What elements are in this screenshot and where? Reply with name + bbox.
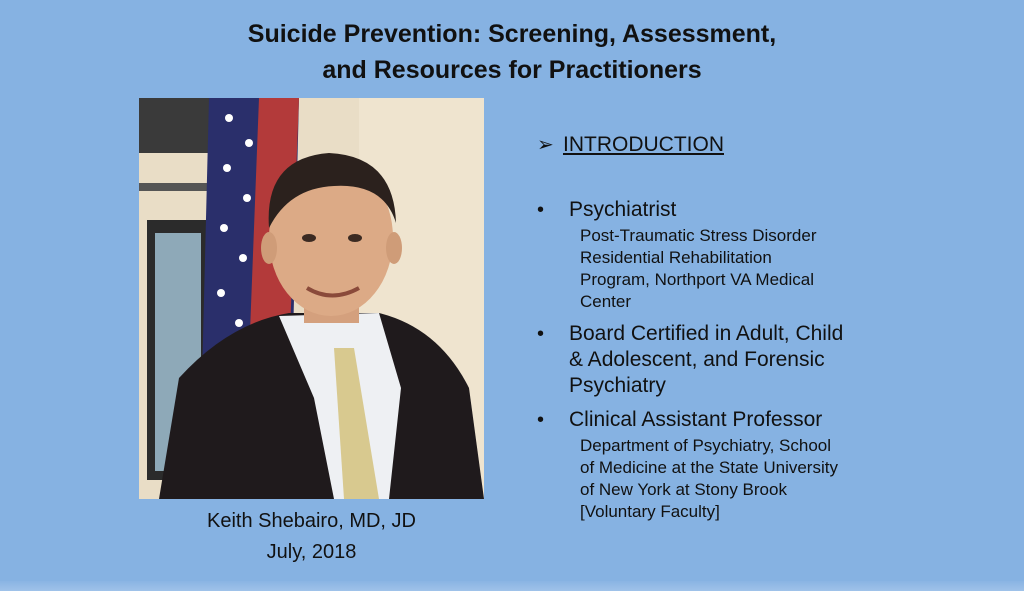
- speaker-portrait-illustration: [139, 98, 484, 499]
- slide-title-line-1: Suicide Prevention: Screening, Assessment,: [247, 20, 777, 48]
- bullet-detail: [580, 435, 910, 523]
- arrow-bullet-icon: ➢: [537, 134, 554, 156]
- ear-left: [261, 232, 277, 264]
- bullet-detail: [580, 225, 910, 313]
- slide-title: [180, 16, 844, 88]
- bullet-dot-icon: •: [537, 323, 545, 345]
- bullet-heading: Psychiatrist: [569, 198, 677, 221]
- intro-heading: INTRODUCTION: [563, 132, 724, 156]
- ear-right: [386, 232, 402, 264]
- bullet-heading: [569, 321, 843, 399]
- bullet-detail-line: Department of Psychiatry, School: [580, 436, 832, 455]
- speaker-photo: [139, 98, 484, 499]
- bullet-detail-line: Post-Traumatic Stress Disorder: [580, 226, 817, 245]
- bullet-item: [537, 407, 937, 433]
- bullet-item: [537, 321, 937, 399]
- intro-heading-row: [537, 132, 937, 157]
- bullet-dot-icon: •: [537, 199, 545, 221]
- video-bottom-bar: [0, 581, 1024, 591]
- bullet-detail-line: Program, Northport VA Medical: [580, 270, 814, 289]
- bullet-detail-line: Residential Rehabilitation: [580, 248, 772, 267]
- presentation-date: July, 2018: [266, 541, 357, 563]
- slide-content: [537, 132, 937, 523]
- slide-title-line-2: and Resources for Practitioners: [322, 56, 702, 84]
- bullet-heading-line: Psychiatry: [569, 374, 666, 397]
- bullet-detail-line: Center: [580, 292, 632, 311]
- bullet-heading: Clinical Assistant Professor: [569, 408, 823, 431]
- bullet-detail-line: of Medicine at the State University: [580, 458, 838, 477]
- eye-left: [302, 234, 316, 242]
- speaker-caption: [139, 506, 484, 568]
- bullet-dot-icon: •: [537, 409, 545, 431]
- bullet-heading-line: & Adolescent, and Forensic: [569, 348, 825, 371]
- bullet-heading-line: Board Certified in Adult, Child: [569, 322, 844, 345]
- bullet-detail-line: [Voluntary Faculty]: [580, 502, 720, 521]
- bullet-detail-line: of New York at Stony Brook: [580, 480, 787, 499]
- bullet-item: [537, 197, 937, 223]
- eye-right: [348, 234, 362, 242]
- speaker-name: Keith Shebairo, MD, JD: [207, 510, 416, 532]
